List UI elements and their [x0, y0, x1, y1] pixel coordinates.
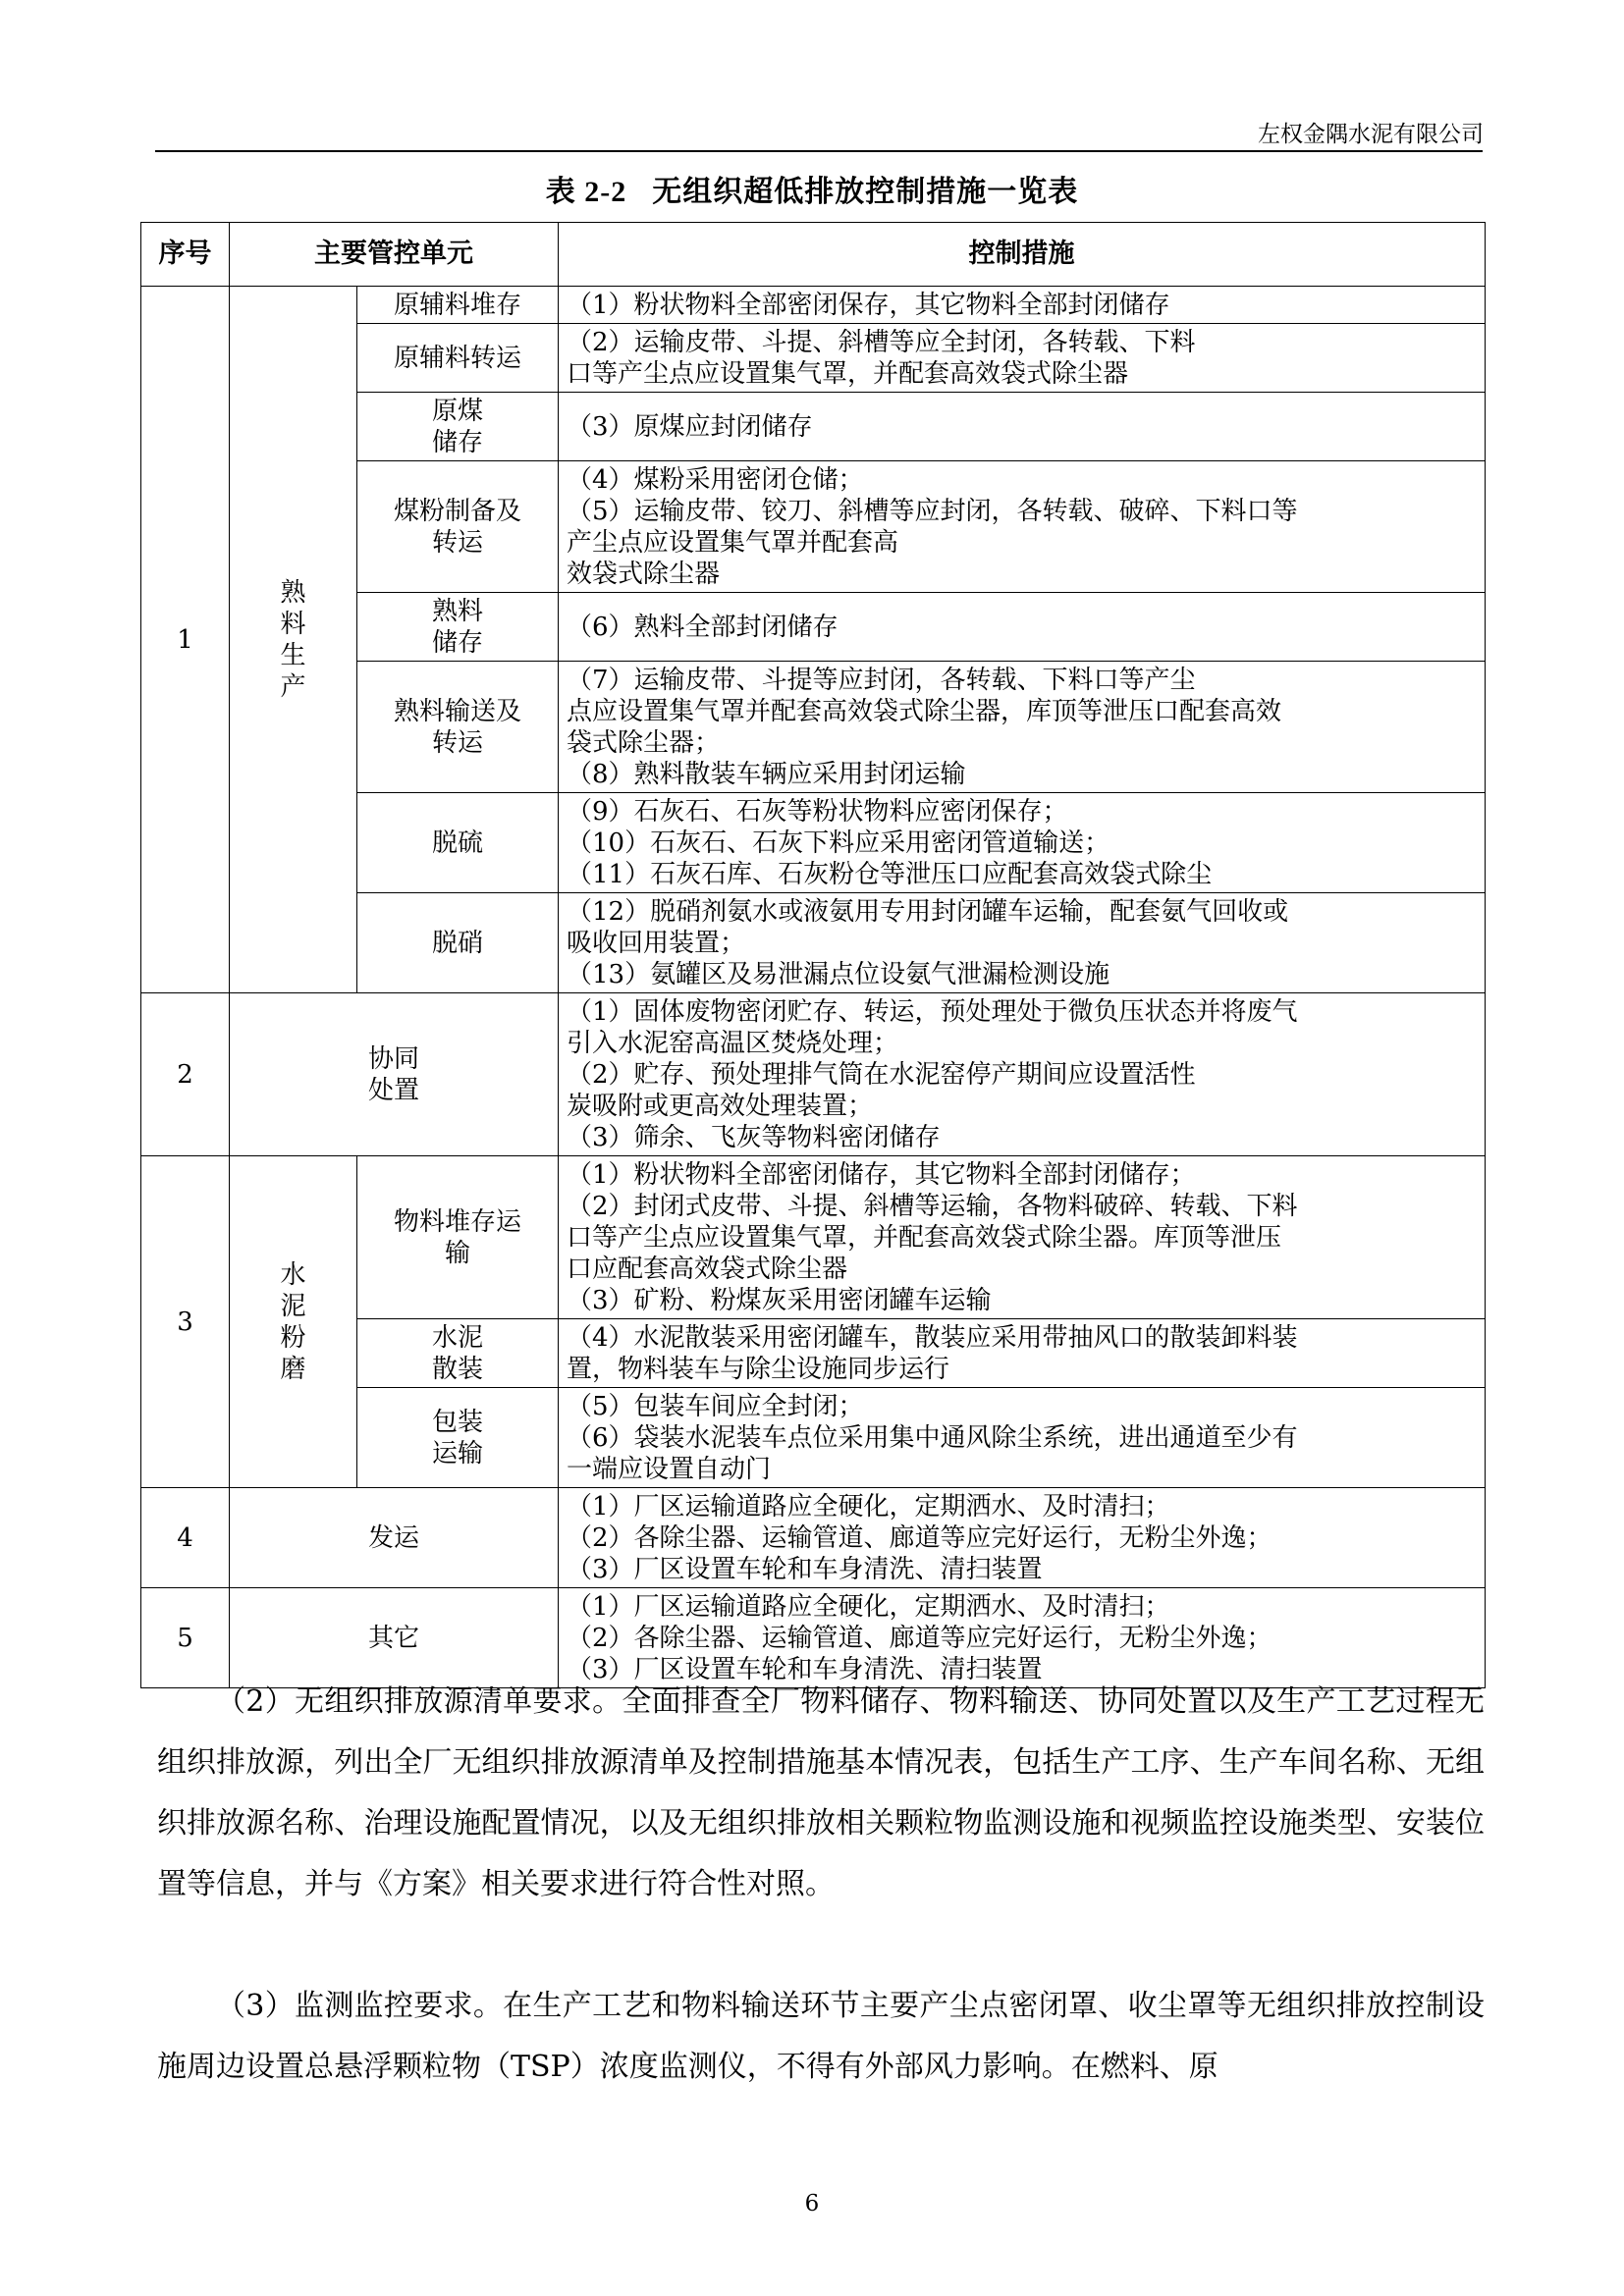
measure-cell: [559, 1156, 1486, 1319]
unit-cell: [230, 993, 559, 1156]
cell-line: （5）运输皮带、铰刀、斜槽等应封闭，各转载、破碎、下料口等: [567, 496, 1298, 526]
table-row: [141, 1488, 1486, 1588]
unit-cell: [357, 662, 559, 793]
cell-line: （7）运输皮带、斗提等应封闭，各转载、下料口等产尘: [567, 665, 1196, 695]
cell-line: 输: [444, 1238, 470, 1268]
measure-cell: [559, 893, 1486, 993]
unit-cell: [357, 393, 559, 461]
cell-line: 产尘点应设置集气罩并配套高: [567, 527, 899, 558]
cell-line: 袋式除尘器；: [567, 727, 721, 758]
cell-line: 储存: [431, 427, 483, 457]
measure-cell: [559, 287, 1486, 324]
page-number: 6: [804, 2191, 820, 2216]
cell-line: （2）运输皮带、斗提、斜槽等应全封闭，各转载、下料: [567, 327, 1196, 357]
cell-line: 煤粉制备及: [393, 496, 521, 526]
cell-line: （6）熟料全部封闭储存: [567, 612, 839, 642]
unit-cell: [357, 324, 559, 393]
seq-cell: 2: [141, 993, 230, 1156]
cell-line: 原煤: [431, 396, 483, 426]
unit-cell: [357, 287, 559, 324]
table-title: [0, 167, 1624, 210]
cell-line: 熟料: [431, 596, 483, 626]
cell-line: （3）筛余、飞灰等物料密闭储存: [567, 1122, 941, 1152]
cell-line: 熟料输送及: [393, 696, 521, 726]
measure-cell: [559, 461, 1486, 593]
table-body: [141, 287, 1486, 1688]
cell-line: （3）厂区设置车轮和车身清洗、清扫装置: [567, 1554, 1043, 1584]
seq-cell: 4: [141, 1488, 230, 1588]
cell-line: （8）熟料散装车辆应采用封闭运输: [567, 759, 966, 789]
cell-line: （2）各除尘器、运输管道、廊道等应完好运行，无粉尘外逸；: [567, 1623, 1272, 1653]
header-rule: [155, 150, 1483, 152]
table-title-number: 表 2-2: [545, 176, 627, 208]
cell-line: （10）石灰石、石灰下料应采用密闭管道输送；: [567, 828, 1110, 858]
paragraph-inventory: （2）无组织排放源清单要求。全面排查全厂物料储存、物料输送、协同处置以及生产工艺过程无组织排放源，列出全厂无组织排放源清单及控制措施基本情况表，包括生产工序、生产车间名称、无组织排放源名称、治理设施配置情况，以及无组织排放相关颗粒物监测设施和视频监控设施类型、安装位置等信息，并与《方案》相关要求进行符合性对照。: [157, 1684, 1485, 1901]
cell-line: 一端应设置自动门: [567, 1454, 772, 1484]
paragraph-monitoring: （3）监测监控要求。在生产工艺和物料输送环节主要产尘点密闭罩、收尘罩等无组织排放控制设施周边设置总悬浮颗粒物（TSP）浓度监测仪，不得有外部风力影响。在燃料、原: [157, 1989, 1485, 2084]
seq-cell: 5: [141, 1588, 230, 1688]
cell-line: 口等产尘点应设置集气罩，并配套高效袋式除尘器。库顶等泄压: [567, 1222, 1282, 1253]
cell-line: （12）脱硝剂氨水或液氨用专用封闭罐车运输，配套氨气回收或: [567, 896, 1289, 927]
cell-line: 置，物料装车与除尘设施同步运行: [567, 1354, 950, 1384]
table-row: [141, 993, 1486, 1156]
cell-line: （4）水泥散装采用密闭罐车，散装应采用带抽风口的散装卸料装: [567, 1322, 1298, 1353]
unit-cell: [357, 1388, 559, 1488]
unit-cell: [357, 593, 559, 662]
cell-line: 水泥: [431, 1322, 483, 1353]
table-title-text: 无组织超低排放控制措施一览表: [652, 175, 1079, 209]
cell-line: （4）煤粉采用密闭仓储；: [567, 464, 864, 495]
cell-line: （6）袋装水泥装车点位采用集中通风除尘系统，进出通道至少有: [567, 1422, 1298, 1453]
table-row: [141, 1156, 1486, 1319]
cell-line: 协同: [367, 1043, 419, 1074]
cell-line: 原辅料转运: [393, 343, 521, 373]
measure-cell: [559, 1488, 1486, 1588]
cell-line: 发运: [367, 1522, 419, 1553]
measure-cell: [559, 662, 1486, 793]
cell-line: 脱硝: [431, 928, 483, 958]
unit-cell: [357, 461, 559, 593]
cell-line: （1）厂区运输道路应全硬化，定期洒水、及时清扫；: [567, 1591, 1170, 1622]
cell-line: 炭吸附或更高效处理装置；: [567, 1091, 874, 1121]
unit-cell: [357, 1319, 559, 1388]
cell-line: （2）封闭式皮带、斗提、斜槽等运输，各物料破碎、转载、下料: [567, 1191, 1298, 1221]
cell-line: （11）石灰石库、石灰粉仓等泄压口应配套高效袋式除尘: [567, 859, 1213, 889]
category-label: 水泥粉磨: [280, 1259, 306, 1384]
cell-line: （1）固体废物密闭贮存、转运，预处理处于微负压状态并将废气: [567, 996, 1298, 1027]
seq-cell: 3: [141, 1156, 230, 1488]
cell-line: 引入水泥窑高温区焚烧处理；: [567, 1028, 899, 1058]
header-unit: 主要管控单元: [230, 223, 559, 287]
measure-cell: [559, 324, 1486, 393]
cell-line: 转运: [431, 727, 483, 758]
cell-line: 其它: [367, 1623, 419, 1653]
cell-line: 吸收回用装置；: [567, 928, 746, 958]
cell-line: （1）粉状物料全部密闭储存，其它物料全部封闭储存；: [567, 1159, 1196, 1190]
cell-line: 原辅料堆存: [393, 290, 521, 320]
cell-line: （3）原煤应封闭储存: [567, 411, 813, 442]
header-measures: 控制措施: [559, 223, 1486, 287]
unit-cell: [357, 793, 559, 893]
cell-line: 储存: [431, 627, 483, 658]
header-seq: 序号: [141, 223, 230, 287]
cell-line: （9）石灰石、石灰等粉状物料应密闭保存；: [567, 796, 1068, 827]
cell-line: （3）矿粉、粉煤灰采用密闭罐车运输: [567, 1285, 992, 1315]
cell-line: （2）贮存、预处理排气筒在水泥窑停产期间应设置活性: [567, 1059, 1196, 1090]
cell-line: （2）各除尘器、运输管道、廊道等应完好运行，无粉尘外逸；: [567, 1522, 1272, 1553]
cell-line: 脱硫: [431, 828, 483, 858]
cell-line: （13）氨罐区及易泄漏点位设氨气泄漏检测设施: [567, 959, 1110, 989]
category-cell: [230, 1156, 357, 1488]
cell-line: （1）粉状物料全部密闭保存，其它物料全部封闭储存: [567, 290, 1170, 320]
cell-line: 散装: [431, 1354, 483, 1384]
cell-line: 口等产尘点应设置集气罩，并配套高效袋式除尘器: [567, 358, 1129, 389]
unit-cell: [357, 1156, 559, 1319]
cell-line: 点应设置集气罩并配套高效袋式除尘器，库顶等泄压口配套高效: [567, 696, 1282, 726]
cell-line: 转运: [431, 527, 483, 558]
measure-cell: [559, 593, 1486, 662]
seq-cell: 1: [141, 287, 230, 993]
category-cell: [230, 287, 357, 993]
cell-line: 物料堆存运: [393, 1206, 521, 1237]
table-header-row: [141, 223, 1486, 287]
cell-line: 运输: [431, 1438, 483, 1468]
measure-cell: [559, 393, 1486, 461]
measure-cell: [559, 1388, 1486, 1488]
cell-line: 口应配套高效袋式除尘器: [567, 1254, 848, 1284]
cell-line: （5）包装车间应全封闭；: [567, 1391, 864, 1421]
measure-cell: [559, 1319, 1486, 1388]
measure-cell: [559, 993, 1486, 1156]
cell-line: 处置: [367, 1075, 419, 1105]
cell-line: 效袋式除尘器: [567, 559, 721, 589]
header-company-name: 左权金隅水泥有限公司: [1258, 122, 1484, 147]
unit-cell: [357, 893, 559, 993]
table-row: [141, 287, 1486, 324]
cell-line: （3）厂区设置车轮和车身清洗、清扫装置: [567, 1654, 1043, 1684]
category-label: 熟料生产: [280, 577, 306, 702]
measure-cell: [559, 793, 1486, 893]
unit-cell: [230, 1488, 559, 1588]
measures-table: [140, 222, 1486, 1688]
cell-line: （1）厂区运输道路应全硬化，定期洒水、及时清扫；: [567, 1491, 1170, 1522]
cell-line: 包装: [431, 1407, 483, 1437]
